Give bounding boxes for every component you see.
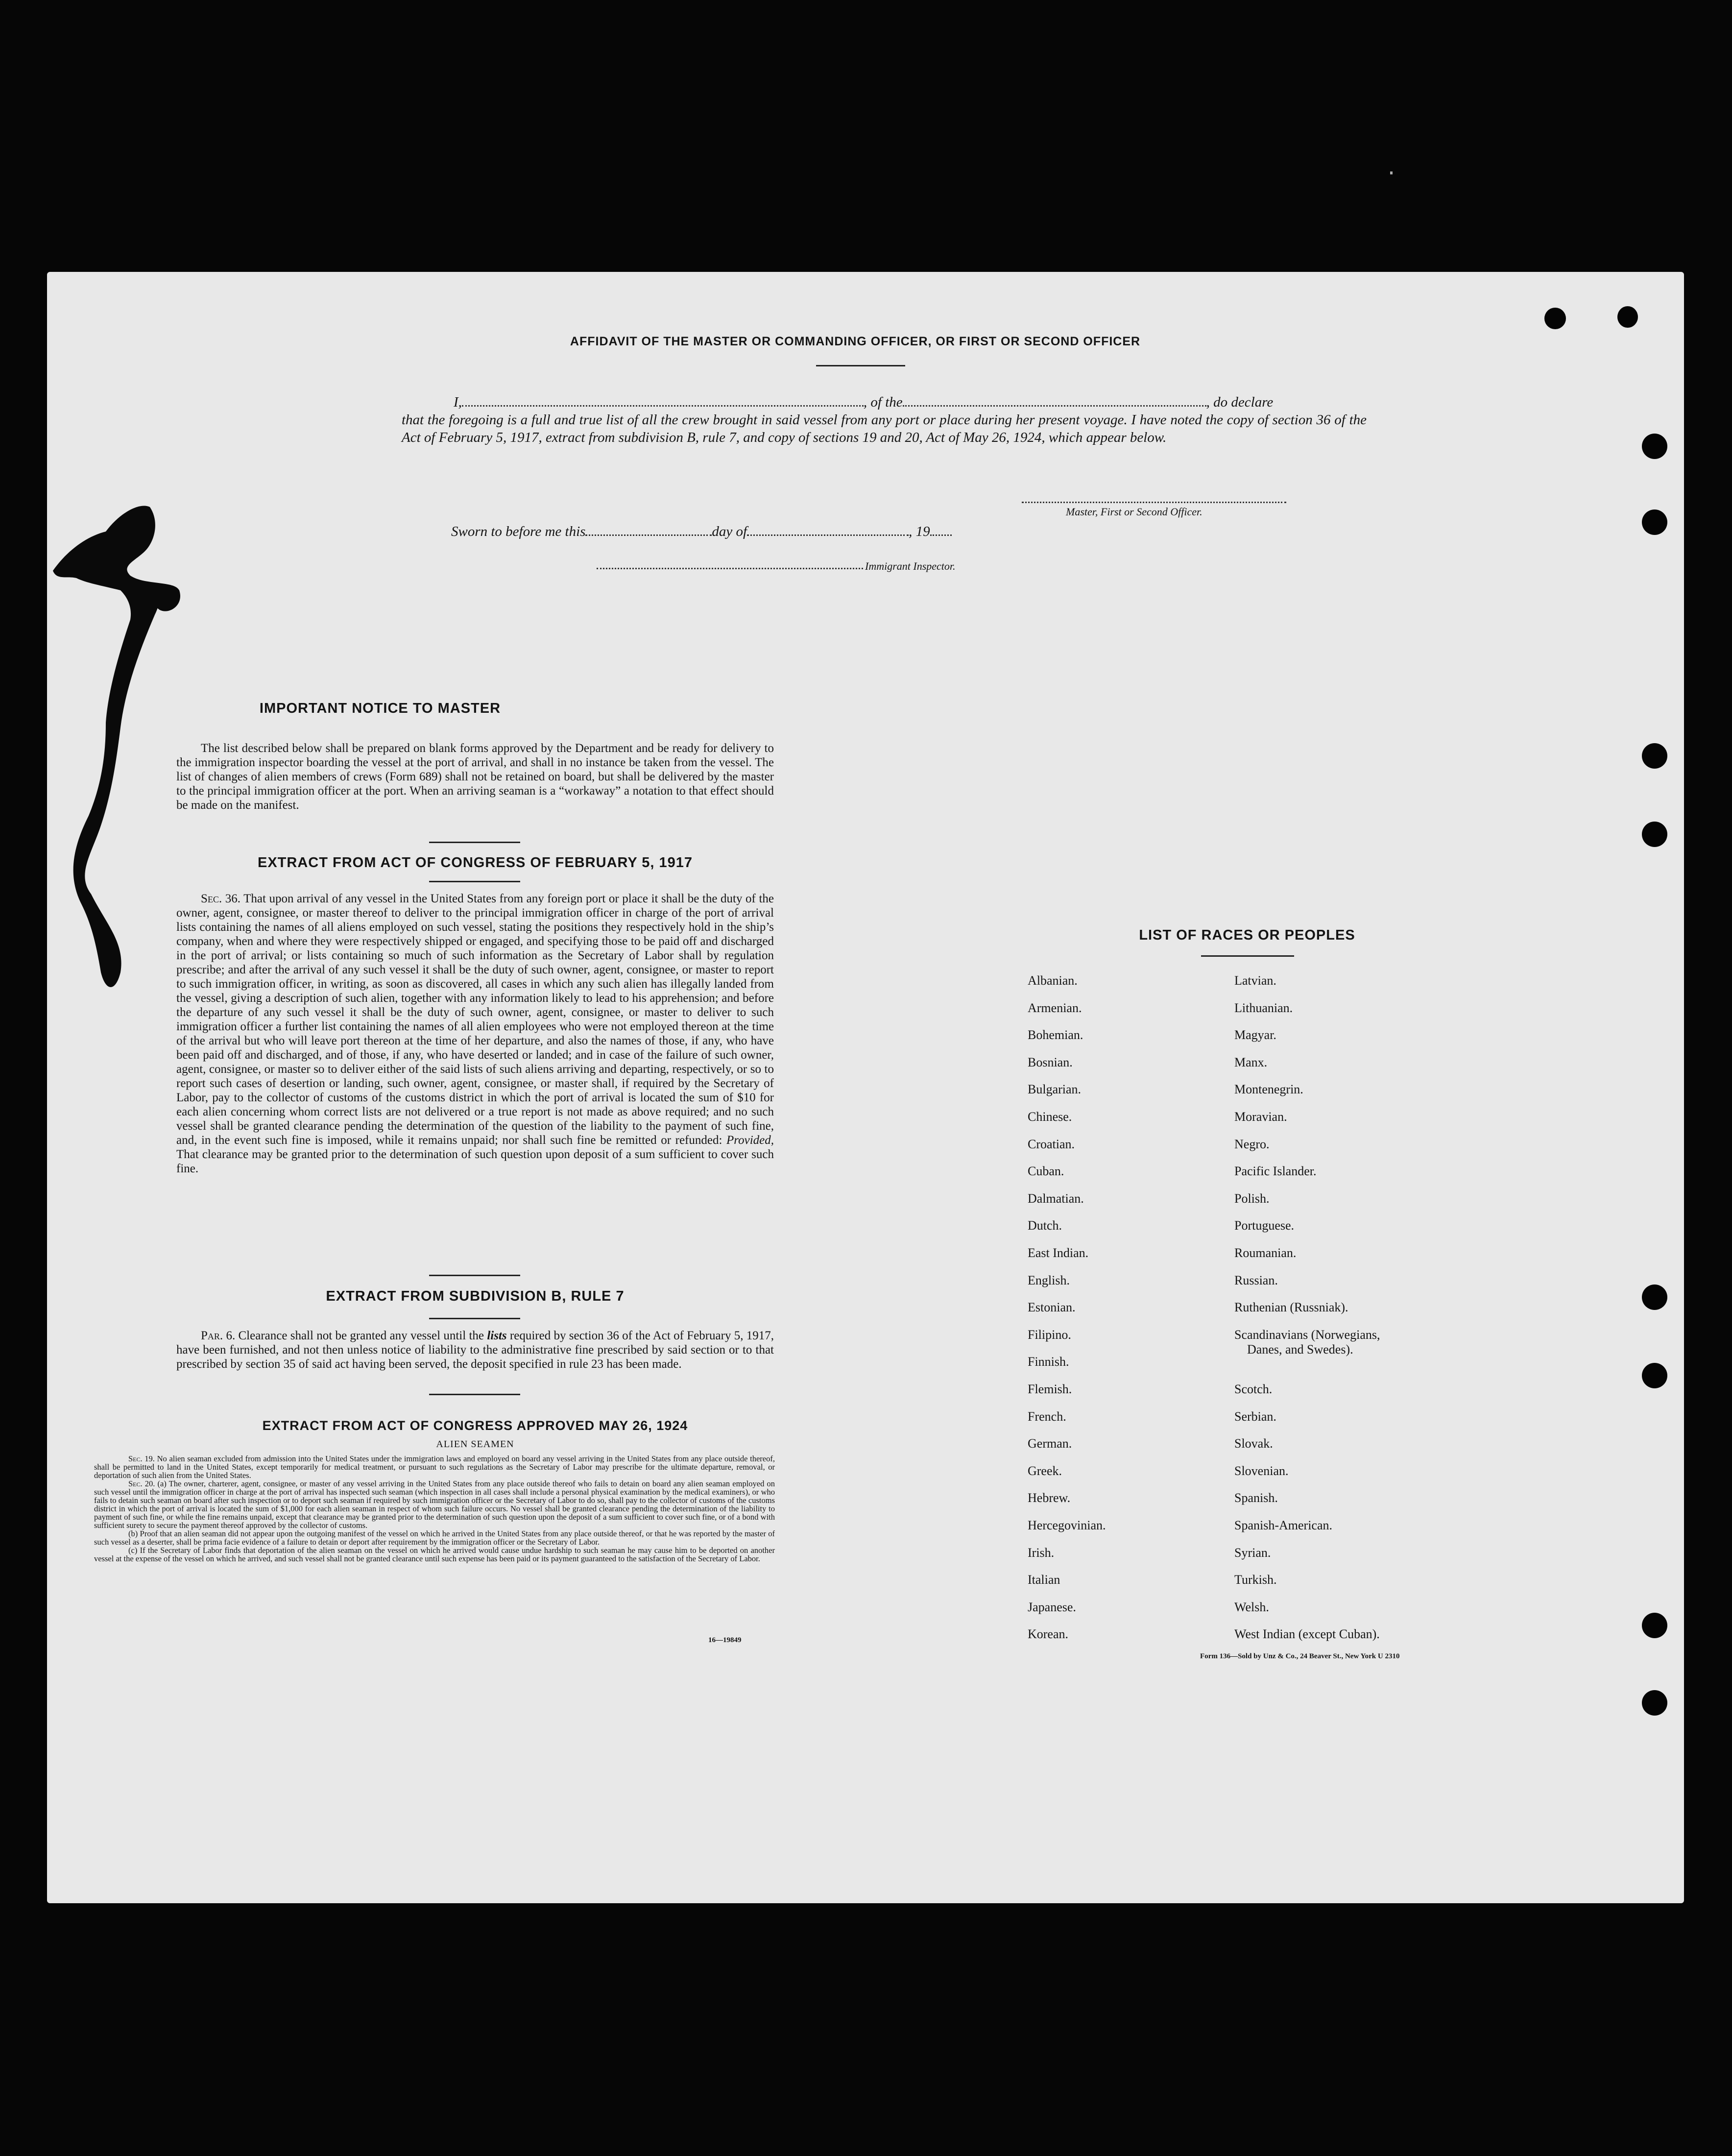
race-item: Hebrew. [1028,1491,1071,1505]
binder-hole [1544,308,1566,329]
race-item: Dutch. [1028,1218,1062,1233]
race-item: Portuguese. [1234,1218,1295,1233]
race-item: Japanese. [1028,1599,1076,1614]
document-page [47,272,1684,1903]
race-item: Pacific Islander. [1234,1164,1317,1179]
binder-hole [1642,743,1667,769]
race-item: Bulgarian. [1028,1082,1082,1097]
race-item: French. [1028,1409,1066,1424]
notice-title: IMPORTANT NOTICE TO MASTER [259,701,501,716]
section-36-text: Sec. 36. That upon arrival of any vessel in the United States from any foreign port or place it shall be the duty of the owner, agent, consignee, or master thereof to deliver to the principal immigration officer in charge of the port of arrival lists containing the names of all aliens employed on such vessel, stating the positions they respectively hold in the ship’s company, when and where they were respectively shipped or engaged, and specifying those to be paid off and discharged in the port of arrival; or lists containing so much of such information as the Secretary of Labor shall by regulation prescribe; and after the arrival of any such vessel it shall be the duty of such owner, agent, consignee, or master to report to such immigration officer, in writing, as soon as discovered, all cases in which any such alien has illegally landed from the vessel, giving a description of such alien, together with any information likely to lead to his apprehension; and before the departure of any such vessel it shall be the duty of such owner, agent, consignee, or master to deliver to such immigration officer a further list containing the names of all alien employees who were not employed thereon at the time of the arrival but who will leave port thereon at the time of her departure, and also the names of those, if any, who have been paid off and discharged, and of those, if any, who have deserted or landed; and in case of the failure of such owner, agent, consignee, or master so to deliver either of the said lists of such aliens arriving and departing, respectively, or so to report such cases of desertion or landing, such owner, agent, consignee, or master shall, if required by the Secretary of Labor, pay to the collector of customs of the customs district in which the port of arrival is located the sum of $10 for each alien concerning whom correct lists are not delivered or a true report is not made as above required; and no such vessel shall be granted clearance pending the determination of the question of the liability to the payment of such fine, and, in the event such fine is imposed, while it remains unpaid; nor shall such fine be remitted or refunded: Provided, That clearance may be granted prior to the determination of such question upon deposit of a sum sufficient to cover such fine. [176,892,774,1175]
binder-hole [1642,1284,1667,1310]
race-item: Italian [1028,1573,1060,1587]
sections-19-20-text: Sec. 19. No alien seaman excluded from admission into the United States under the immigration laws and employed on board any vessel arriving in the United States from any place outside thereof, shall be permitted to land in the United States, except temporarily for medical treatment, or pursuant to such regulations as the Secretary of Labor may prescribe for the ultimate departure, removal, or deportation of such alien from the United States. Sec. 20. (a) The owner, charterer, agent, consignee, or master of any vessel arriving in the United States from any place outside thereof who fails to detain on board any alien seaman employed on such vessel until the immigration officer in charge at the port of arrival has inspected such seaman (which inspection in all cases shall include a personal physical examination by the medical examiners), or who fails to detain such seaman on board after such inspection or to deport such seaman if required by such immigration officer or the Secretary of Labor to do so, shall pay to the collector of customs of the customs district in which the port of arrival is located the sum of $1,000 for each alien seaman in respect of whom such failure occurs. No vessel shall be granted clearance pending the determination of the liability to payment of such fine, or while the fine remains unpaid, except that clearance may be granted prior to the determination of such question upon the deposit of a sum sufficient to cover such fine, or of a bond with sufficient surety to secure the payment thereof approved by the collector of customs. (b) Proof that an alien seaman did not appear upon the outgoing manifest of the vessel on which he arrived in the United States from any place outside thereof, or that he was reported by the master of such vessel as a deserter, shall be prima facie evidence of a failure to detain or deport after requirement by the immigration officer or the Secretary of Labor. (c) If the Secretary of Labor finds that deportation of the alien seaman on the vessel on which he arrived would cause undue hardship to such seaman he may cause him to be deported on another vessel at the expense of the vessel on which he arrived, and such vessel shall not be granted clearance until such expense has been paid or its payment guaranteed to the satisfaction of the Secretary of Labor. [94,1454,775,1563]
binder-hole [1642,822,1667,847]
sworn-year-blank[interactable] [930,534,952,536]
divider [1201,955,1294,957]
race-item: Flemish. [1028,1382,1072,1396]
race-item: Irish. [1028,1545,1055,1560]
race-item: Manx. [1234,1055,1268,1069]
sworn-line: Sworn to before me this day of , 19 [451,524,952,540]
name-blank[interactable] [462,405,864,407]
race-item: Filipino. [1028,1327,1071,1342]
race-item: Albanian. [1028,973,1078,988]
inspector-line[interactable] [597,568,863,569]
race-item: Estonian. [1028,1300,1076,1315]
affidavit-line-1: I, , of the , do declare [454,394,1274,410]
race-item: Korean. [1028,1627,1069,1642]
form-note: Form 136—Sold by Unz & Co., 24 Beaver St., New York U 2310 [1200,1652,1400,1660]
race-item: Scandinavians (Norwegians, [1234,1327,1380,1342]
race-item: Croatian. [1028,1137,1075,1151]
race-item: Bosnian. [1028,1055,1073,1069]
race-item: Serbian. [1234,1409,1276,1424]
race-item: Syrian. [1234,1545,1271,1560]
race-item: East Indian. [1028,1246,1089,1260]
divider [429,881,520,882]
signature-caption: Master, First or Second Officer. [1066,506,1203,518]
film-mark [1390,171,1393,174]
race-item: Danes, and Swedes). [1247,1342,1353,1357]
race-item: Polish. [1234,1191,1270,1206]
race-item: Spanish-American. [1234,1518,1333,1532]
inspector-caption: Immigrant Inspector. [865,560,956,572]
divider [429,1275,520,1276]
binder-hole [1642,1690,1667,1716]
extract-rule7-title: EXTRACT FROM SUBDIVISION B, RULE 7 [326,1288,625,1304]
ink-blot [47,502,194,1188]
race-item: Ruthenian (Russniak). [1234,1300,1348,1315]
divider [429,842,520,843]
race-item: Moravian. [1234,1110,1287,1124]
binder-hole [1642,509,1667,535]
race-item: Hercegovinian. [1028,1518,1106,1532]
divider [429,1394,520,1395]
affidavit-text: that the foregoing is a full and true list of all the crew brought in said vessel from any port or place during her present voyage. I have noted the copy of section 36 of the Act of February 5, 1917, extract from subdivision B, rule 7, and copy of sections 19 and 20, Act of May 26, 1924, which appear below. [402,412,1367,445]
race-item: Dalmatian. [1028,1191,1084,1206]
race-item: Montenegrin. [1234,1082,1303,1097]
race-item: Slovenian. [1234,1463,1289,1478]
race-item: Cuban. [1028,1164,1064,1179]
race-item: Negro. [1234,1137,1270,1151]
signature-line[interactable] [1022,502,1286,503]
races-title: LIST OF RACES OR PEOPLES [1139,927,1355,943]
race-item: English. [1028,1273,1070,1287]
race-item: Russian. [1234,1273,1278,1287]
binder-hole [1642,1363,1667,1388]
affidavit-block [402,393,1367,446]
binder-hole [1642,1613,1667,1638]
sworn-day-blank[interactable] [585,534,712,536]
divider [429,1318,520,1319]
race-item: Bohemian. [1028,1028,1083,1042]
race-item: Spanish. [1234,1491,1278,1505]
race-item: Armenian. [1028,1000,1082,1015]
race-item: Latvian. [1234,973,1276,988]
race-item: Slovak. [1234,1436,1273,1451]
alien-seamen-subtitle: ALIEN SEAMEN [436,1439,514,1450]
race-item: Magyar. [1234,1028,1276,1042]
sworn-month-blank[interactable] [747,534,909,536]
race-item: Chinese. [1028,1110,1072,1124]
race-item: German. [1028,1436,1072,1451]
race-item: Finnish. [1028,1355,1069,1369]
race-item: Greek. [1028,1463,1062,1478]
vessel-blank[interactable] [903,405,1206,407]
extract-1924-title: EXTRACT FROM ACT OF CONGRESS APPROVED MAY 26, 1924 [262,1418,688,1433]
race-item: Lithuanian. [1234,1000,1293,1015]
notice-text: The list described below shall be prepared on blank forms approved by the Department and be ready for delivery to the immigration inspector boarding the vessel at the port of arrival, and shall in no instance be taken from the vessel. The list of changes of alien members of crews (Form 689) shall not be retained on board, but shall be delivered by the master to the principal immigration officer at the port. When an arriving seaman is a “workaway” a notation to that effect should be made on the manifest. [176,742,774,812]
print-code: 16—19849 [708,1636,742,1644]
race-item: Roumanian. [1234,1246,1297,1260]
race-item: West Indian (except Cuban). [1234,1627,1380,1642]
extract-1917-title: EXTRACT FROM ACT OF CONGRESS OF FEBRUARY 5, 1917 [257,855,693,871]
race-item: Scotch. [1234,1382,1273,1396]
binder-hole [1642,434,1667,459]
binder-hole [1617,306,1638,328]
race-item: Welsh. [1234,1599,1269,1614]
divider [816,365,905,366]
race-item: Turkish. [1234,1573,1277,1587]
rule7-text: Par. 6. Clearance shall not be granted any vessel until the lists required by section 36 of the Act of February 5, 1917, have been furnished, and not then unless notice of liability to the administrative fine prescribed by said section or to that prescribed by section 35 of said act having been served, the deposit specified in rule 23 has been made. [176,1329,774,1371]
affidavit-title: AFFIDAVIT OF THE MASTER OR COMMANDING OFFICER, OR FIRST OR SECOND OFFICER [570,335,1141,348]
